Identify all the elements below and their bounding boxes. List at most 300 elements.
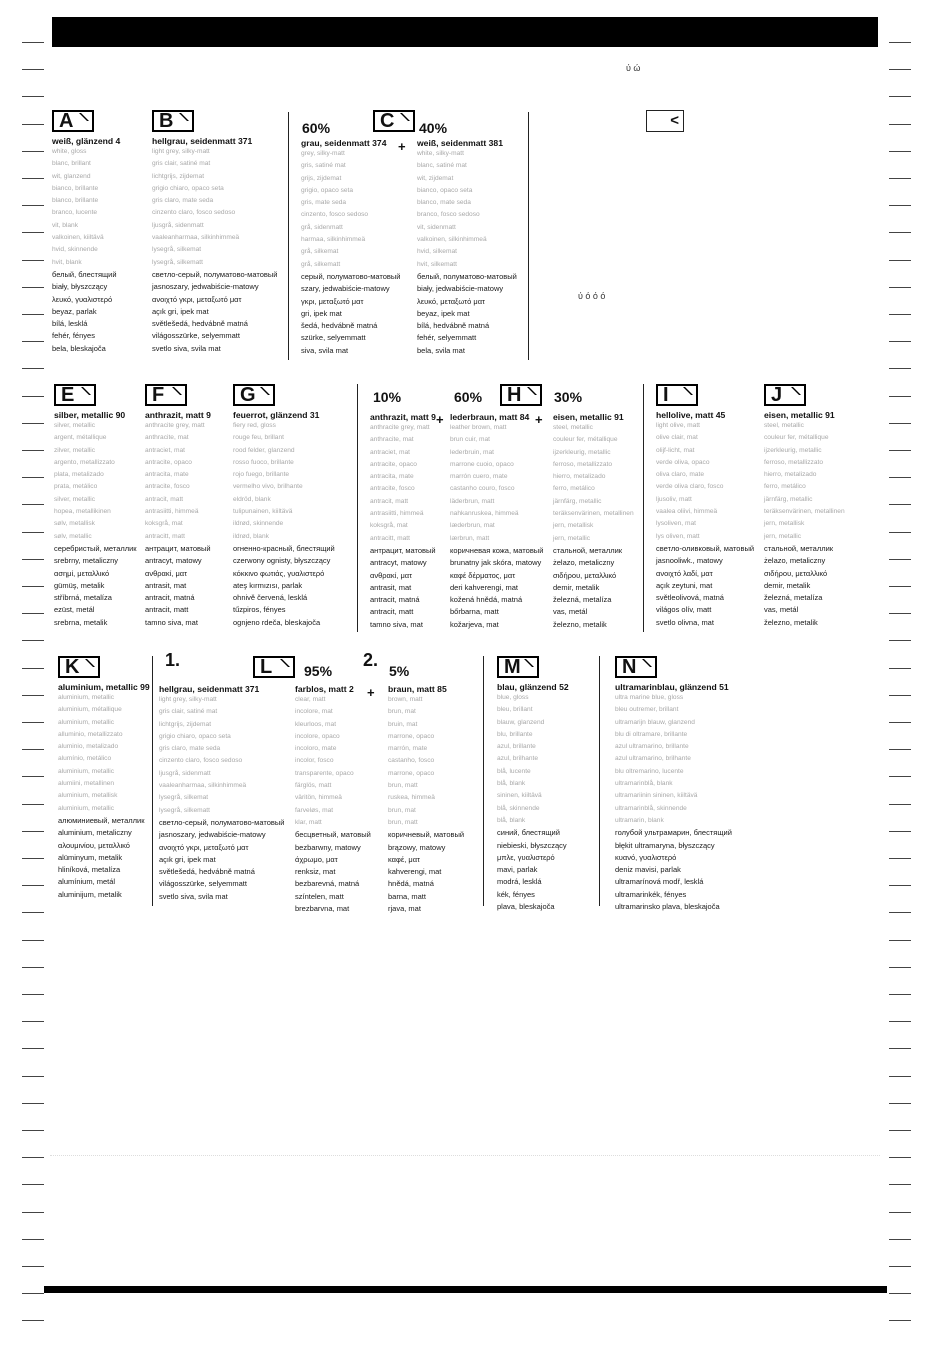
translation-line-dark: λευκό, γυαλιστερό [52, 294, 113, 304]
margin-tick [22, 1048, 44, 1049]
margin-tick [889, 314, 911, 315]
translation-line: hvit, silkematt [417, 260, 457, 268]
translation-line: grijs, zijdemat [301, 174, 342, 182]
margin-tick [889, 722, 911, 723]
margin-tick [889, 450, 911, 451]
color-title: farblos, matt 2 [295, 684, 354, 694]
margin-tick [889, 532, 911, 533]
translation-line: vit, blank [52, 221, 79, 229]
translation-list [370, 422, 450, 631]
translation-line-dark: bezbarwny, matowy [295, 842, 361, 852]
mix-percent: 95% [304, 663, 333, 679]
translation-line: azul ultramarino, brillante [615, 743, 689, 751]
translation-line: ultramarinblå, blank [615, 780, 673, 788]
translation-line: incolor, fosco [295, 757, 334, 765]
margin-tick [22, 831, 44, 832]
translation-line: ljusgrå, sidenmatt [152, 221, 204, 229]
translation-line: grå, silkemat [301, 248, 339, 256]
translation-list [145, 420, 233, 629]
translation-line: farveløs, mat [295, 806, 334, 814]
translation-line: rojo fuego, brillante [233, 471, 290, 479]
margin-tick [889, 885, 911, 886]
margin-tick [889, 1320, 911, 1321]
translation-line-dark: jasnooliwk., matowy [656, 556, 723, 566]
empty-color-tag: < [646, 110, 684, 132]
translation-line-dark: ανθρακί, ματ [370, 570, 413, 580]
translation-line: aluminium, metallisk [58, 792, 118, 800]
translation-list [58, 692, 158, 901]
translation-line-dark: серый, полуматово-матовый [301, 271, 401, 281]
translation-line-dark: błękit ultramaryna, błyszczący [615, 840, 715, 850]
translation-line: hierro, metalizado [553, 473, 606, 481]
translation-line-dark: коричневый, матовый [388, 830, 465, 840]
mix-percent: 5% [389, 663, 410, 679]
block-e [54, 384, 144, 629]
block-i [656, 384, 761, 629]
translation-line-dark: antracyt, matowy [370, 558, 427, 568]
translation-line: azul, brilhante [497, 755, 539, 763]
translation-line: lysegrå, silkematt [159, 806, 210, 814]
plus-sign: + [398, 139, 406, 154]
translation-line-dark: açık gri, ipek mat [159, 854, 216, 864]
translation-line: transparente, opaco [295, 769, 354, 777]
divider [528, 112, 529, 360]
color-title: braun, matt 85 [388, 684, 447, 694]
margin-tick [22, 1130, 44, 1131]
translation-line: ultra marine blue, gloss [615, 694, 684, 701]
translation-line-dark: világosszürke, selyemmatt [159, 879, 247, 889]
translation-line: antrasiitti, himmeä [145, 508, 199, 516]
margin-tick [22, 178, 44, 179]
translation-line-dark: deri kahverengi, mat [450, 582, 518, 592]
translation-line: hierro, metalizado [764, 471, 817, 479]
margin-tick [22, 722, 44, 723]
translation-line-dark: stříbrná, metalíza [54, 593, 112, 603]
translation-line: aluminio, metalizado [58, 743, 119, 751]
translation-line: gris clair, satiné mat [152, 160, 211, 168]
translation-line: ultramarin, blank [615, 816, 664, 824]
divider [357, 384, 358, 632]
translation-line: ultramarinblå, skinnende [615, 804, 687, 812]
translation-line: antracite, opaco [145, 458, 192, 466]
translation-line: lysegrå, silkemat [159, 794, 209, 802]
translation-line-dark: aluminium, metaliczny [58, 828, 132, 838]
color-title: weiß, glänzend 4 [52, 136, 121, 146]
translation-line: vaaleanharmaa, silkinhimmeä [152, 234, 240, 242]
translation-line-dark: svetlo olivna, mat [656, 617, 714, 627]
translation-line: färglös, matt [295, 782, 332, 790]
translation-list [54, 420, 144, 629]
color-tag-b: B [152, 110, 194, 132]
translation-line: ferroso, metallizzato [764, 458, 823, 466]
margin-tick [889, 994, 911, 995]
block-a [52, 110, 152, 355]
translation-line: gris claro, mate seda [159, 745, 221, 753]
margin-tick [889, 42, 911, 43]
margin-tick [889, 1239, 911, 1240]
translation-line: alluminio, metallizzato [58, 730, 123, 738]
color-title: eisen, metallic 91 [764, 410, 835, 420]
margin-tick [22, 749, 44, 750]
translation-line: bianco, opaco seta [417, 186, 473, 194]
translation-line: koksgrå, mat [145, 520, 183, 528]
color-title: silber, metallic 90 [54, 410, 126, 420]
translation-line: ijzerkleurig, metallic [553, 448, 611, 456]
color-title: anthrazit, matt 9 [145, 410, 211, 420]
translation-line: nahkanruskea, himmeä [450, 510, 519, 518]
translation-list [656, 420, 761, 629]
translation-line: marrone, opaco [388, 769, 435, 777]
translation-line: järnfärg, metallic [553, 497, 602, 505]
translation-list [159, 694, 291, 903]
translation-line-dark: modrá, lesklá [497, 877, 542, 887]
translation-line-dark: svetlo siva, svila mat [152, 343, 221, 353]
left-tick-margin [22, 0, 44, 1370]
divider [152, 656, 153, 906]
margin-tick [889, 831, 911, 832]
translation-line: incolore, opaco [295, 732, 340, 740]
margin-tick [22, 559, 44, 560]
translation-line: ruskea, himmeä [388, 794, 435, 802]
margin-tick [889, 776, 911, 777]
translation-line-dark: коричневая кожа, матовый [450, 545, 544, 555]
margin-tick [22, 885, 44, 886]
translation-line: lysegrå, silkemat [152, 246, 202, 254]
margin-tick [22, 96, 44, 97]
translation-line: blanc, brillant [52, 160, 91, 168]
color-title: hellgrau, seidenmatt 371 [159, 684, 260, 694]
translation-line-dark: ultramarinkék, fényes [615, 889, 687, 899]
margin-tick [889, 504, 911, 505]
translation-line: ultramariinin sininen, kiiltävä [615, 792, 698, 800]
color-tag-e: E [54, 384, 96, 406]
header-bar [52, 17, 878, 47]
translation-line: jern, metallisk [764, 520, 805, 528]
translation-line-dark: gümüş, metalik [54, 580, 105, 590]
translation-line-dark: rjava, mat [388, 904, 421, 914]
translation-line-dark: żelazo, metaliczny [553, 558, 615, 568]
translation-line: antracite, fosco [145, 483, 190, 491]
plus-sign: + [436, 412, 444, 427]
translation-line: antracit, matt [145, 495, 184, 503]
translation-line-dark: antracit, matná [145, 593, 195, 603]
translation-line: läderbrun, matt [450, 497, 495, 505]
translation-line-dark: vas, metál [553, 607, 588, 617]
translation-line-dark: bela, svila mat [417, 345, 465, 355]
margin-tick [22, 1184, 44, 1185]
translation-line-dark: železná, metalíza [553, 595, 612, 605]
translation-line: sølv, metallisk [54, 520, 95, 528]
right-tick-margin [889, 0, 911, 1370]
margin-tick [889, 232, 911, 233]
color-tag-i: I [656, 384, 698, 406]
translation-line-dark: огненно-красный, блестящий [233, 543, 335, 553]
translation-line: antracite, opaco [370, 460, 417, 468]
translation-line-dark: brezbarvna, mat [295, 904, 350, 914]
translation-line: brown, matt [388, 696, 423, 703]
translation-line-dark: antracit, matt [145, 605, 189, 615]
translation-line: zilver, metallic [54, 446, 96, 454]
margin-tick [889, 1212, 911, 1213]
translation-line: blå, skinnende [497, 804, 540, 812]
translation-line-dark: czerwony ognisty, błyszczący [233, 556, 331, 566]
color-title: hellgrau, seidenmatt 371 [152, 136, 253, 146]
translation-list [301, 148, 401, 357]
translation-line: brun, matt [388, 782, 418, 790]
translation-line: grigio chiaro, opaco seta [152, 184, 224, 192]
margin-tick [889, 1048, 911, 1049]
divider [288, 112, 289, 360]
translation-line: antraciet, mat [370, 448, 410, 456]
translation-line-dark: világos olív, matt [656, 605, 712, 615]
translation-line: oliva claro, mate [656, 471, 705, 479]
margin-tick [889, 1021, 911, 1022]
translation-list [52, 146, 152, 355]
margin-tick [889, 368, 911, 369]
translation-line: lys oliven, matt [656, 532, 700, 540]
translation-line-dark: καφέ δέρματος, ματ [450, 570, 516, 580]
color-tag-c: C [373, 110, 415, 132]
translation-line: lærbrun, matt [450, 534, 490, 542]
translation-line: light grey, silky-matt [152, 148, 210, 155]
translation-line-dark: ανθρακί, ματ [145, 568, 188, 578]
translation-line-dark: kožená hnědá, matná [450, 595, 523, 605]
margin-tick [22, 1021, 44, 1022]
block-h-part-3 [553, 408, 643, 631]
translation-line: leather brown, matt [450, 424, 507, 431]
translation-line: verde oliva, opaco [656, 458, 710, 466]
translation-line: incolore, mat [295, 708, 333, 716]
translation-line: blanco, mate seda [417, 199, 471, 207]
block-m [497, 656, 597, 913]
translation-line: blå, blank [497, 780, 526, 788]
translation-line-dark: deniz mavisi, parlak [615, 865, 681, 875]
translation-line: azul ultramarino, brilhante [615, 755, 691, 763]
translation-line-dark: demir, metalik [764, 580, 811, 590]
translation-line-dark: голубой ультрамарин, блестящий [615, 828, 732, 838]
margin-tick [22, 695, 44, 696]
color-title: eisen, metallic 91 [553, 412, 624, 422]
color-tag-j: J [764, 384, 806, 406]
translation-line: fiery red, gloss [233, 422, 276, 429]
translation-line-dark: železno, metalik [764, 617, 818, 627]
translation-line-dark: brązowy, matowy [388, 842, 446, 852]
translation-line-dark: šedá, hedvábně matná [301, 321, 378, 331]
translation-list [233, 420, 353, 629]
translation-line: olijf-licht, mat [656, 446, 695, 454]
margin-tick [889, 151, 911, 152]
translation-line: brun cuir, mat [450, 436, 490, 444]
color-tag-m: M [497, 656, 539, 678]
margin-tick [889, 1130, 911, 1131]
translation-line: alumínio, metálico [58, 755, 112, 763]
margin-tick [889, 423, 911, 424]
block-h-part-2 [450, 408, 550, 631]
translation-line: antracita, mate [370, 473, 414, 481]
translation-line-dark: ohnivě červená, lesklá [233, 593, 308, 603]
translation-line: ultramarijn blauw, glanzend [615, 718, 695, 726]
margin-tick [22, 341, 44, 342]
translation-line-dark: kék, fényes [497, 889, 535, 899]
translation-line: jern, metallic [764, 532, 802, 540]
translation-line: anthracite grey, matt [145, 422, 205, 429]
translation-line: rouge feu, brillant [233, 434, 284, 442]
translation-line: gris clair, satiné mat [159, 708, 218, 716]
translation-line-dark: ανοιχτό γκρι, μεταξωτό ματ [159, 842, 249, 852]
translation-line: gris, mate seda [301, 199, 347, 207]
translation-line: blauw, glanzend [497, 718, 545, 726]
translation-line: anthracite grey, matt [370, 424, 430, 431]
translation-line: ildrød, blank [233, 532, 269, 540]
translation-line-dark: světlešedá, hedvábně matná [159, 867, 255, 877]
translation-list [295, 694, 370, 915]
translation-line-dark: beyaz, ipek mat [417, 308, 470, 318]
margin-tick [889, 940, 911, 941]
block-j [764, 384, 874, 629]
margin-tick [889, 124, 911, 125]
translation-line-dark: antrasit, mat [370, 582, 412, 592]
margin-tick [22, 776, 44, 777]
translation-line: anthracite, mat [145, 434, 189, 442]
translation-list [497, 692, 597, 913]
translation-line: castanho, fosco [388, 757, 435, 765]
footer-bar [44, 1286, 887, 1293]
translation-line-dark: renksiz, mat [295, 867, 336, 877]
color-tag-g: G [233, 384, 275, 406]
margin-tick [22, 205, 44, 206]
mix-percent: 10% [373, 389, 402, 405]
translation-line: cinzento claro, fosco sedoso [152, 209, 236, 217]
translation-line-dark: barna, matt [388, 891, 426, 901]
translation-line-dark: bela, bleskajoča [52, 343, 106, 353]
translation-line: blanc, satiné mat [417, 162, 467, 170]
block-c-part-2 [417, 134, 527, 357]
translation-line: väritön, himmeä [295, 794, 342, 802]
margin-tick [889, 260, 911, 261]
translation-line-dark: ultramarinsko plava, bleskajoča [615, 902, 720, 912]
mix-percent: 30% [554, 389, 583, 405]
margin-tick [22, 450, 44, 451]
translation-line-dark: белый, блестящий [52, 269, 117, 279]
translation-line-dark: beyaz, parlak [52, 306, 97, 316]
translation-line-dark: ognjeno rdeča, bleskajoča [233, 617, 321, 627]
mix-percent: 40% [419, 120, 448, 136]
translation-line-dark: белый, полуматово-матовый [417, 271, 517, 281]
translation-line: brun, mat [388, 708, 416, 716]
translation-line: vit, sidenmatt [417, 223, 456, 231]
margin-tick [22, 858, 44, 859]
translation-line-dark: λευκό, μεταξωτό ματ [417, 296, 485, 306]
translation-line: azul, brillante [497, 743, 536, 751]
translation-line-dark: antrasit, mat [145, 580, 187, 590]
translation-line-dark: színtelen, matt [295, 891, 344, 901]
color-title: weiß, seidenmatt 381 [417, 138, 503, 148]
margin-tick [22, 69, 44, 70]
step-number: 2. [363, 650, 379, 670]
translation-line: wit, zijdemat [417, 174, 454, 182]
translation-line-dark: светло-серый, полуматово-матовый [152, 269, 278, 279]
divider [599, 656, 600, 906]
translation-line: lederbruin, mat [450, 448, 494, 456]
translation-line: lysoliven, mat [656, 520, 696, 528]
margin-tick [22, 994, 44, 995]
margin-tick [889, 287, 911, 288]
translation-line: bleu outremer, brillant [615, 706, 679, 714]
translation-line-dark: biały, błyszczący [52, 282, 108, 292]
translation-line-dark: μπλε, γυαλιστερό [497, 852, 555, 862]
translation-line: branco, lucente [52, 209, 98, 217]
translation-line-dark: srebrna, metalik [54, 617, 108, 627]
translation-line: gris, satiné mat [301, 162, 346, 170]
translation-line: sininen, kiiltävä [497, 792, 542, 800]
translation-line-dark: železno, metalik [553, 619, 607, 629]
translation-line: brun, mat [388, 806, 416, 814]
color-title: blau, glänzend 52 [497, 682, 569, 692]
translation-line: antracita, mate [145, 471, 189, 479]
color-title: ultramarinblau, glänzend 51 [615, 682, 729, 692]
translation-line: bianco, brillante [52, 184, 99, 192]
translation-line: grigio, opaco seta [301, 186, 354, 194]
translation-line: ljusgrå, sidenmatt [159, 769, 211, 777]
translation-line: blu oltremarino, lucente [615, 767, 684, 775]
translation-line-dark: κυανό, γυαλιστερό [615, 852, 677, 862]
margin-tick [889, 1184, 911, 1185]
translation-line: silver, metallic [54, 495, 96, 503]
margin-tick [22, 1157, 44, 1158]
divider [483, 656, 484, 906]
translation-line-dark: άχρωμο, ματ [295, 854, 338, 864]
translation-line: antracitt, matt [145, 532, 185, 540]
color-tag-a: A [52, 110, 94, 132]
translation-line: antraciet, mat [145, 446, 185, 454]
margin-tick [889, 804, 911, 805]
block-k [58, 656, 158, 901]
margin-tick [889, 858, 911, 859]
margin-tick [889, 559, 911, 560]
translation-line: ferroso, metallizzato [553, 460, 612, 468]
margin-tick [22, 1293, 44, 1294]
translation-line-dark: plava, bleskajoča [497, 902, 555, 912]
translation-line: järnfärg, metallic [764, 495, 813, 503]
translation-line-dark: antracit, matt [370, 607, 414, 617]
translation-line-dark: kahverengi, mat [388, 867, 442, 877]
color-title: lederbraun, matt 84 [450, 412, 530, 422]
margin-tick [22, 124, 44, 125]
margin-tick [889, 1076, 911, 1077]
margin-tick [889, 695, 911, 696]
translation-line: ferro, metálico [764, 483, 806, 491]
translation-line: brun, matt [388, 818, 418, 826]
translation-line-dark: светло-серый, полуматово-матовый [159, 817, 285, 827]
translation-line-dark: серебристый, металлик [54, 543, 137, 553]
translation-line-dark: стальной, металлик [553, 545, 623, 555]
translation-line: hvit, blank [52, 258, 82, 266]
margin-tick [22, 1212, 44, 1213]
translation-list [615, 692, 755, 913]
translation-line: plata, metalizado [54, 471, 104, 479]
translation-line: aluminium, metallic [58, 804, 115, 812]
translation-line-dark: jasnoszary, jedwabiście-matowy [159, 830, 266, 840]
block-c-part-1 [301, 134, 401, 357]
translation-line-dark: ανοιχτό λαδί, ματ [656, 568, 713, 578]
translation-line: hvid, silkemat [417, 248, 457, 256]
translation-line: lysegrå, silkematt [152, 258, 203, 266]
margin-tick [22, 1266, 44, 1267]
translation-line: marrón cuero, mate [450, 473, 508, 481]
translation-line: eldröd, blank [233, 495, 271, 503]
translation-line: aluminium, metallic [58, 767, 115, 775]
block-f [145, 384, 233, 629]
